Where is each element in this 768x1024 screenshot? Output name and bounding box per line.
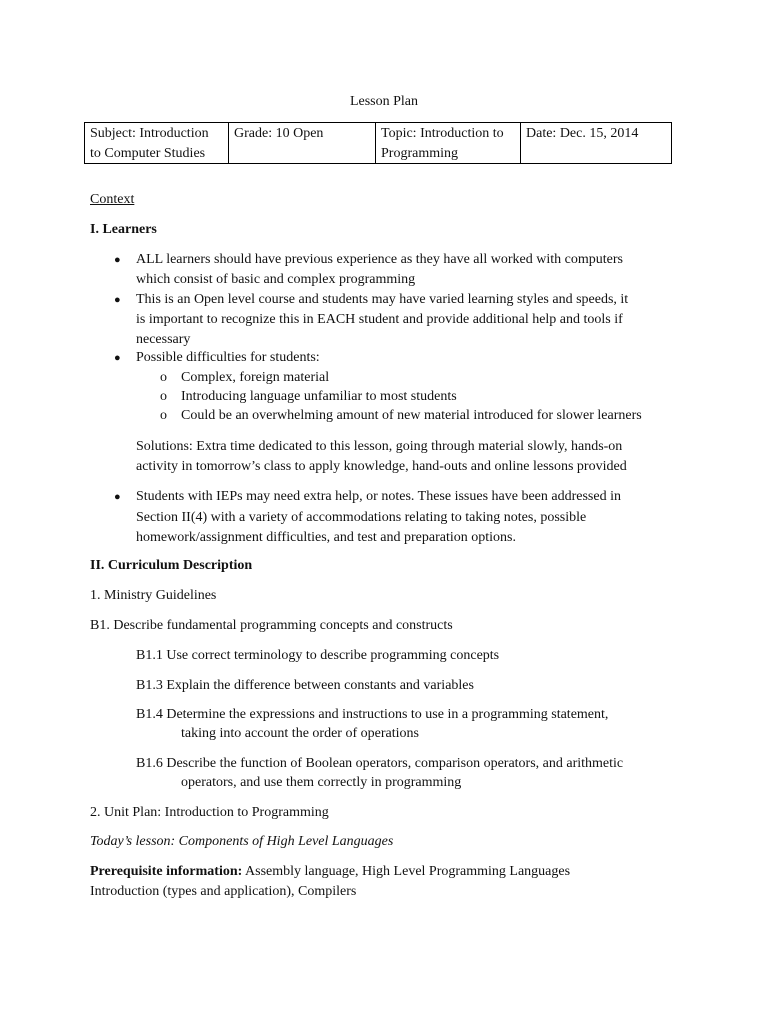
topic-line-2: Programming	[381, 145, 458, 161]
prerequisite-line-1	[90, 862, 570, 882]
topic-cell	[376, 123, 521, 164]
grade-cell	[229, 123, 376, 164]
learners-bullet-2-line-1: This is an Open level course and students may have varied learning styles and speeds, it	[136, 292, 629, 307]
expectation-b1-4-line-1: B1.4 Determine the expressions and instructions to use in a programming statement,	[136, 707, 609, 722]
sub-bullet-icon: o	[160, 370, 167, 385]
sub-item-3: Could be an overwhelming amount of new material introduced for slower learners	[181, 408, 642, 423]
context-heading: Context	[90, 192, 135, 207]
solutions-line-2: activity in tomorrow’s class to apply knowledge, hand-outs and online lessons provided	[136, 459, 627, 474]
topic-line-1: Topic: Introduction to	[381, 126, 504, 141]
lesson-header-table	[84, 122, 672, 164]
sub-bullet-icon: o	[160, 408, 167, 423]
expectation-b1: B1. Describe fundamental programming concepts and constructs	[90, 618, 453, 633]
sub-item-1: Complex, foreign material	[181, 370, 330, 385]
date-cell	[521, 123, 672, 164]
prerequisite-label: Prerequisite information:	[90, 864, 243, 879]
bullet-icon: ●	[114, 491, 121, 503]
prerequisite-line-2: Introduction (types and application), Compilers	[90, 884, 357, 899]
learners-bullet-1-line-2: which consist of basic and complex programming	[136, 272, 416, 287]
grade-text: Grade: 10 Open	[234, 126, 324, 141]
learners-bullet-4-line-1: Students with IEPs may need extra help, or notes. These issues have been addressed in	[136, 489, 621, 504]
learners-bullet-3: Possible difficulties for students:	[136, 350, 320, 365]
subject-line-1: Subject: Introduction	[90, 126, 209, 141]
expectation-b1-4-line-2: taking into account the order of operations	[181, 726, 419, 741]
sub-bullet-icon: o	[160, 389, 167, 404]
subject-cell	[85, 123, 229, 164]
bullet-icon: ●	[114, 352, 121, 364]
table-row	[85, 123, 672, 164]
date-text: Date: Dec. 15, 2014	[526, 126, 639, 141]
learners-bullet-2-line-3: necessary	[136, 332, 191, 347]
bullet-icon: ●	[114, 254, 121, 266]
bullet-icon: ●	[114, 294, 121, 306]
sub-item-2: Introducing language unfamiliar to most students	[181, 389, 457, 404]
page-title: Lesson Plan	[349, 94, 419, 109]
unit-plan-heading: 2. Unit Plan: Introduction to Programming	[90, 805, 329, 820]
ministry-guidelines-heading: 1. Ministry Guidelines	[90, 588, 217, 603]
learners-bullet-4-line-3: homework/assignment difficulties, and test and preparation options.	[136, 530, 516, 545]
learners-bullet-4-line-2: Section II(4) with a variety of accommodations relating to taking notes, possible	[136, 510, 587, 525]
subject-line-2: to Computer Studies	[90, 145, 206, 161]
expectation-b1-6-line-1: B1.6 Describe the function of Boolean operators, comparison operators, and arithmetic	[136, 756, 624, 771]
learners-heading: I. Learners	[90, 222, 157, 237]
expectation-b1-1: B1.1 Use correct terminology to describe programming concepts	[136, 648, 500, 663]
prerequisite-text: Assembly language, High Level Programming Languages	[242, 864, 571, 879]
solutions-line-1: Solutions: Extra time dedicated to this lesson, going through material slowly, hands-on	[136, 439, 623, 454]
learners-bullet-2-line-2: is important to recognize this in EACH student and provide additional help and tools if	[136, 312, 623, 327]
curriculum-heading: II. Curriculum Description	[90, 558, 253, 573]
expectation-b1-6-line-2: operators, and use them correctly in programming	[181, 775, 462, 790]
expectation-b1-3: B1.3 Explain the difference between constants and variables	[136, 678, 474, 693]
todays-lesson: Today’s lesson: Components of High Level Languages	[90, 834, 394, 849]
learners-bullet-1-line-1: ALL learners should have previous experience as they have all worked with computers	[136, 252, 623, 267]
